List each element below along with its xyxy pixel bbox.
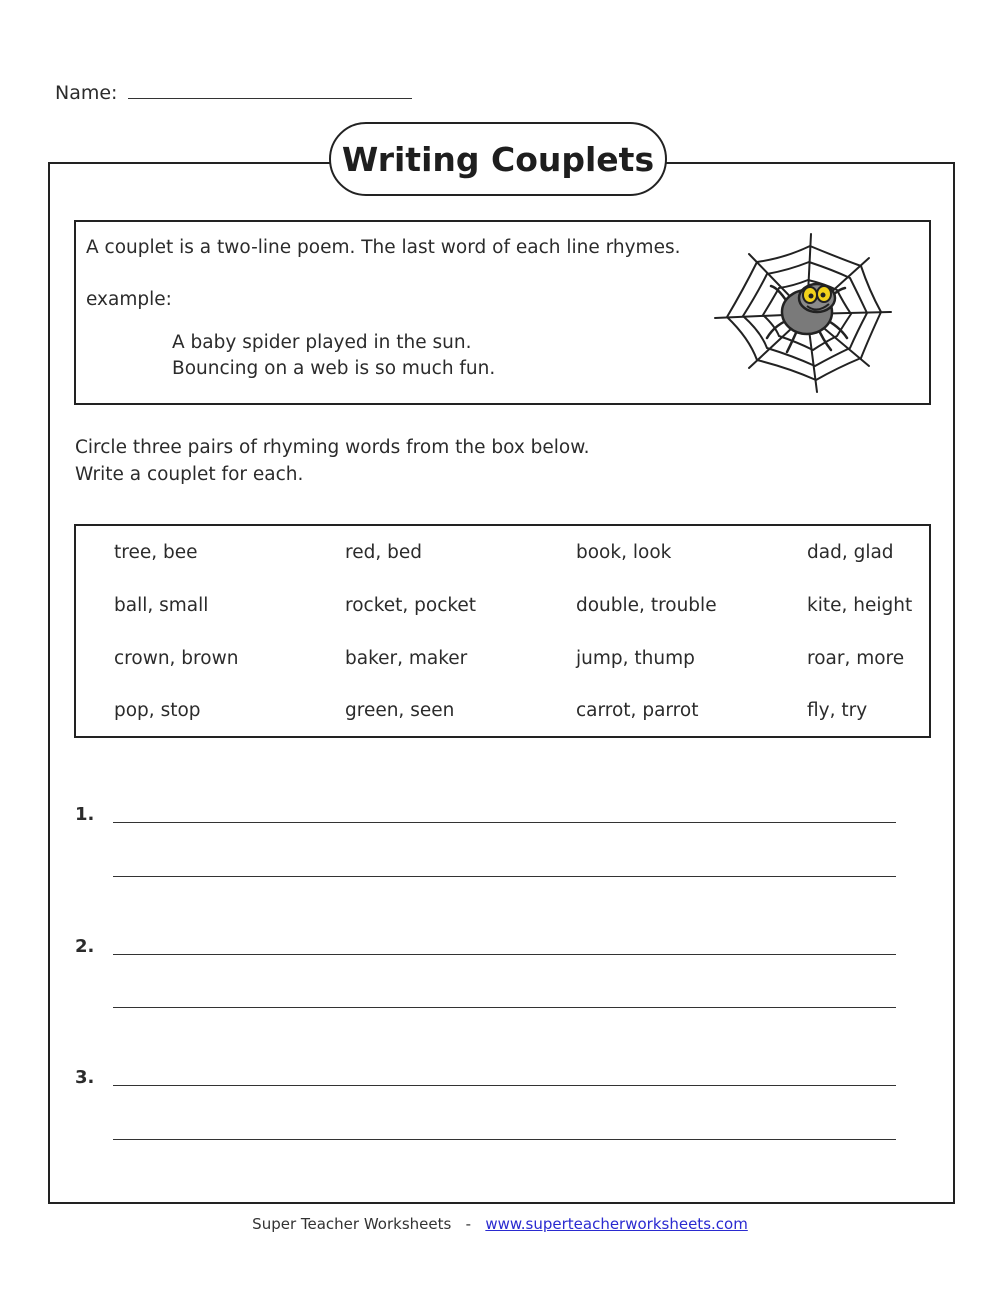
example-label: example: <box>86 289 172 310</box>
word-pair[interactable]: crown, brown <box>114 648 239 669</box>
instruction-line: Write a couplet for each. <box>75 464 304 485</box>
word-pair[interactable]: roar, more <box>807 648 905 669</box>
word-pair[interactable]: kite, height <box>807 595 913 616</box>
word-pair[interactable]: book, look <box>576 542 672 563</box>
word-pair[interactable]: fly, try <box>807 700 868 721</box>
answer-line[interactable] <box>113 876 896 877</box>
instructions <box>75 434 590 488</box>
answer-number: 1. <box>75 804 95 825</box>
answer-number: 2. <box>75 936 95 957</box>
word-pair[interactable]: carrot, parrot <box>576 700 699 721</box>
poem-line: A baby spider played in the sun. <box>172 332 472 353</box>
poem-line: Bouncing on a web is so much fun. <box>172 358 496 379</box>
word-pair[interactable]: baker, maker <box>345 648 468 669</box>
word-pair[interactable]: red, bed <box>345 542 422 563</box>
definition-text: A couplet is a two-line poem. The last word of each line rhymes. <box>86 237 681 258</box>
answer-line[interactable] <box>113 1007 896 1008</box>
answer-line[interactable] <box>113 954 896 955</box>
footer-separator: - <box>465 1215 472 1233</box>
spider-web-icon <box>709 228 899 396</box>
name-line[interactable] <box>128 84 412 99</box>
answer-line[interactable] <box>113 1139 896 1140</box>
instruction-line: Circle three pairs of rhyming words from the box below. <box>75 437 590 458</box>
word-pair[interactable]: ball, small <box>114 595 209 616</box>
word-pair[interactable]: rocket, pocket <box>345 595 477 616</box>
footer-link[interactable]: www.superteacherworksheets.com <box>485 1215 748 1233</box>
footer <box>0 1215 1000 1233</box>
footer-brand: Super Teacher Worksheets <box>252 1215 452 1233</box>
word-pair[interactable]: double, trouble <box>576 595 717 616</box>
name-label: Name: <box>55 82 118 104</box>
page-title: Writing Couplets <box>341 139 655 179</box>
name-field <box>55 82 412 104</box>
answer-line[interactable] <box>113 1085 896 1086</box>
rhyming-word-box <box>74 524 931 738</box>
word-pair[interactable]: dad, glad <box>807 542 894 563</box>
word-pair[interactable]: pop, stop <box>114 700 201 721</box>
word-pair[interactable]: jump, thump <box>576 648 695 669</box>
definition-box <box>74 220 931 405</box>
answer-line[interactable] <box>113 822 896 823</box>
word-pair[interactable]: tree, bee <box>114 542 198 563</box>
answer-number: 3. <box>75 1067 95 1088</box>
title-banner <box>329 122 667 196</box>
word-pair[interactable]: green, seen <box>345 700 455 721</box>
example-poem <box>172 330 495 382</box>
